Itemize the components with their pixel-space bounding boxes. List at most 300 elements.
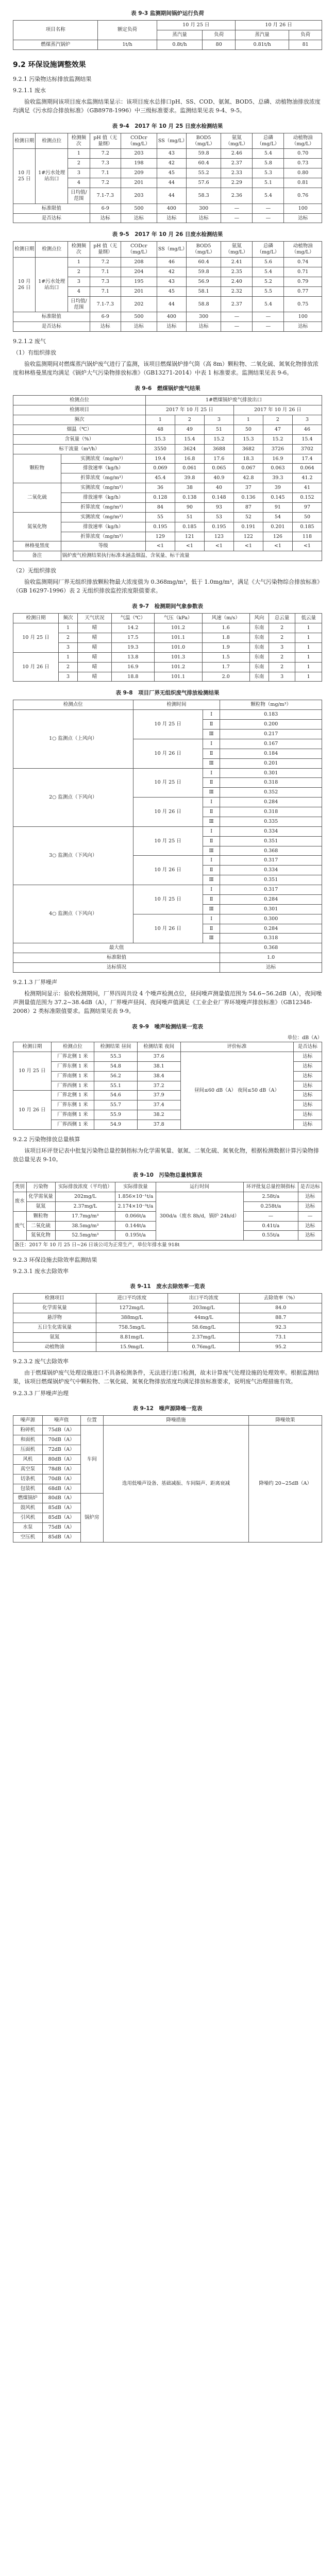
table-cell: 203	[121, 188, 157, 204]
table-cell: 东南	[249, 642, 269, 652]
table-header: 检测日期	[13, 242, 36, 258]
table-cell: 折算浓度（mg/m³）	[61, 473, 145, 483]
table-cell: 123	[204, 532, 233, 541]
subsection-title: 9.2.3.1 废水去除效率	[13, 1268, 69, 1275]
table-cell: 300	[186, 204, 221, 213]
table-cell: 氨氮	[26, 1201, 55, 1211]
table-header: SS（mg/L）	[157, 133, 186, 149]
table-cell: 7.2	[90, 258, 121, 267]
table-cell: 排放速率（kg/h）	[61, 522, 145, 532]
table-row	[13, 444, 322, 454]
table-cell: 5.4	[253, 149, 284, 159]
table-cell: 昼间≤60 dB（A） 夜间≤50 dB（A）	[180, 1052, 293, 1129]
table-cell: 59.8	[186, 149, 221, 159]
table-cell: 2	[68, 159, 90, 168]
table-header: 出口平均浓度	[168, 1294, 240, 1303]
table-cell: 4	[68, 286, 90, 296]
table-cell: 202mg/L	[55, 1192, 115, 1201]
table-cell: 日均值/范围	[68, 188, 90, 204]
table-header: 颗粒物（mg/m³）	[220, 700, 322, 710]
table-cell: 54.9	[94, 1120, 137, 1130]
table-cell: 10 月 26 日	[13, 652, 59, 682]
table-cell: 50	[292, 512, 322, 522]
table-cell: 检测项目	[13, 405, 146, 415]
table-cell: 厂界东侧 1 米	[51, 1100, 94, 1110]
table-cell: 1	[295, 623, 322, 633]
table-cell: 0.201	[263, 522, 292, 532]
table-cell: 42	[157, 159, 186, 168]
table-cell: 3	[59, 642, 78, 652]
table-cell: 10 月 25 日	[133, 826, 203, 856]
table-cell: 44	[157, 188, 186, 204]
table-cell: 44	[157, 178, 186, 188]
paragraph: 检测期间显示：验收检测期间，厂界四周共设 4 个噪声检测点位，昼间噪声测量值范围为 54.6~56.2dB（A），夜间噪声测量值范围为 37.2~38.4dB（A），厂界噪声昼间、夜间噪声值满足《工业企业厂界环境噪声排放标准》（GB12348-2008）2 类标准限值要求。监测结果见表 9-9。	[13, 990, 322, 1014]
table-cell: Ⅲ	[203, 788, 220, 798]
table-cell: 厂界南侧 1 米	[51, 1110, 94, 1120]
table-cell: 52.5mg/m³	[55, 1231, 115, 1241]
table-cell: 含氧量（%）	[13, 434, 146, 444]
table-cell: 54	[263, 512, 292, 522]
table-cell: 6-9	[90, 204, 121, 213]
table-cell: —	[253, 312, 284, 322]
table-cell: 43	[157, 277, 186, 286]
table-cell: 100	[284, 312, 322, 322]
table-cell: 44mg/L	[168, 1313, 240, 1323]
table-caption: 表 9-6 燃煤锅炉废气结果	[135, 385, 200, 392]
table-row	[13, 652, 322, 662]
table-cell: 17.5	[112, 633, 155, 643]
table-row	[13, 768, 322, 778]
table-cell: 选用低噪声设备、基础减振、车间隔声、距离衰减	[103, 1426, 248, 1543]
table-cell: 400	[157, 204, 186, 213]
table-cell: 0.317	[220, 885, 322, 895]
table-cell: 45.4	[145, 473, 175, 483]
table-cell: 折算浓度（mg/m³）	[61, 502, 145, 512]
table-cell: 95.2	[240, 1342, 322, 1352]
table-header: 检测频次	[68, 242, 90, 258]
noise-source-table	[13, 1415, 322, 1542]
table-cell: 59.8	[186, 267, 221, 277]
table-header: 评价标准	[180, 1042, 293, 1052]
table-cell: 10 月 25 日	[13, 149, 36, 204]
table-cell: 19.4	[145, 454, 175, 464]
table-cell: 东南	[249, 623, 269, 633]
table-cell: 风机	[13, 1454, 43, 1464]
table-row	[13, 396, 322, 405]
table-cell: 化学需氧量	[26, 1192, 55, 1201]
table-cell: Ⅱ	[203, 749, 220, 758]
table-row	[13, 1313, 322, 1323]
table-cell: 45	[157, 286, 186, 296]
table-cell: 7.1	[90, 168, 121, 178]
table-cell: 0.185	[292, 522, 322, 532]
table-caption: 表 9-8 项目厂界无组织废气排放检测结果	[115, 690, 220, 697]
subsection-title: 9.2.1 污染物达标排放监测结果	[13, 75, 92, 82]
table-cell: 500	[121, 204, 157, 213]
table-cell: 37.6	[137, 1052, 180, 1061]
table-cell: 36	[145, 483, 175, 493]
table-row	[13, 826, 322, 836]
table-cell: Ⅲ	[203, 846, 220, 856]
table-cell: 0.71	[284, 267, 322, 277]
table-cell: 0.351	[220, 875, 322, 885]
table-cell: 78dB（A）	[42, 1464, 80, 1474]
table-cell: Ⅲ	[203, 817, 220, 826]
table-cell: 101.0	[154, 642, 202, 652]
table-cell: 16.9	[263, 454, 292, 464]
table-cell: 0.284	[220, 798, 322, 807]
table-cell: 129	[145, 532, 175, 541]
fugitive-dust-table	[13, 700, 322, 973]
table-cell: 101.3	[154, 652, 202, 662]
table-cell: 晴	[77, 642, 111, 652]
table-cell: 2	[175, 415, 204, 425]
table-cell: 73.1	[240, 1332, 322, 1342]
table-cell: 51	[204, 425, 233, 434]
table-header: 位置	[80, 1416, 103, 1426]
table-cell: 42	[157, 267, 186, 277]
table-cell: 195	[121, 277, 157, 286]
table-cell: 厂界东侧 1 米	[51, 1061, 94, 1071]
table-cell: 最大值	[13, 943, 220, 953]
table-cell: 1.6	[202, 623, 249, 633]
table-cell: 标准限值	[13, 953, 220, 963]
table-cell: 燃煤蒸汽锅炉	[13, 40, 98, 49]
table-cell: 五日生化需氧量	[13, 1323, 96, 1332]
table-header: 负荷	[289, 30, 322, 40]
table-cell: 55	[145, 512, 175, 522]
table-cell: 3682	[233, 444, 263, 454]
table-cell: 55.2	[186, 168, 221, 178]
table-cell: 0.061	[175, 464, 204, 473]
table-cell: 58.1	[186, 286, 221, 296]
table-row	[13, 454, 322, 464]
subsection-title: （2）无组织排放	[13, 567, 56, 574]
table-cell: 3702	[292, 444, 322, 454]
table-cell: 氮氧化物	[26, 1231, 55, 1241]
table-cell: 3726	[263, 444, 292, 454]
table-header: 降噪措施	[103, 1416, 248, 1426]
table-row	[13, 1332, 322, 1342]
table-header: 蒸汽量	[236, 30, 289, 40]
table-cell: 43	[157, 149, 186, 159]
table-header: 检测日期	[13, 133, 36, 149]
table-cell: 氨氮	[13, 1332, 96, 1342]
table-cell: 37.9	[137, 1091, 180, 1100]
table-header: 氨氮（mg/L）	[221, 242, 253, 258]
table-header: BOD5（mg/L）	[186, 133, 221, 149]
table-row	[13, 322, 322, 332]
table-cell: 0.195	[204, 522, 233, 532]
table-caption: 表 9-11 废水去除效率一览表	[130, 1283, 205, 1290]
table-cell: 1.8	[202, 633, 249, 643]
subsection-title: 9.2.1.3 厂界噪声	[13, 978, 57, 986]
table-row	[13, 943, 322, 953]
table-cell: 检测点位	[13, 396, 146, 405]
table-cell: 198	[121, 159, 157, 168]
paragraph: 该项目环评登记表中批复污染物总量控制指标为化学需氧量、氨氮、二氧化硫、氮氧化物，根据检测数据计算污染物排放总量见表 9-10。	[13, 1147, 319, 1163]
table-cell: 标干流量（m³/h）	[13, 444, 146, 454]
noise-table	[13, 1042, 322, 1130]
table-cell: 晴	[77, 662, 111, 672]
table-header: 氨氮（mg/L）	[221, 133, 253, 149]
table-cell: 是否达标	[13, 322, 90, 332]
table-cell: 达标	[298, 1201, 322, 1211]
table-header: 频次	[59, 614, 78, 623]
table-cell: 0.73	[284, 159, 322, 168]
table-cell: 52	[233, 512, 263, 522]
table-row	[13, 710, 322, 720]
table-cell: 38.2	[137, 1110, 180, 1120]
table-header: 进口平均浓度	[96, 1294, 167, 1303]
table-row	[13, 415, 322, 425]
table-cell: 2017 年 10 月 25 日	[145, 405, 233, 415]
table-cell: 88.7	[240, 1313, 322, 1323]
table-row	[13, 204, 322, 213]
table-cell: 厂界西侧 1 米	[51, 1081, 94, 1091]
table-cell: 54.8	[94, 1061, 137, 1071]
table-cell: 204	[121, 267, 157, 277]
table-header: 污染物	[26, 1182, 55, 1192]
table-cell: 水泵	[13, 1523, 43, 1533]
table-cell: Ⅲ	[203, 758, 220, 768]
table-header: 检测日期	[13, 614, 59, 623]
table-cell: 500	[121, 312, 157, 322]
table-row	[13, 1192, 322, 1201]
table-cell: 2	[269, 623, 295, 633]
table-cell: 14.2	[112, 623, 155, 633]
table-cell: 达标	[293, 1100, 322, 1110]
table-cell: 0.41t/a	[243, 1221, 298, 1231]
table-cell: 2.174×10⁻³t/a	[115, 1201, 156, 1211]
table-cell: 1	[233, 415, 263, 425]
table-cell: 5.6	[253, 258, 284, 267]
table-cell: 10 月 25 日	[133, 885, 203, 914]
table-cell: 38.1	[137, 1061, 180, 1071]
table-cell: 1	[295, 633, 322, 643]
table-cell: 达标	[121, 322, 157, 332]
table-cell: 15.2	[204, 434, 233, 444]
table-cell: 10 月 26 日	[13, 258, 36, 312]
table-cell: 3	[68, 168, 90, 178]
table-cell: 55.7	[94, 1100, 137, 1110]
table-cell: 0.318	[220, 807, 322, 817]
table-cell: 209	[121, 168, 157, 178]
table-cell: 2.58t/a	[243, 1192, 298, 1201]
table-cell: 39.3	[263, 473, 292, 483]
table-cell: 0.069	[145, 464, 175, 473]
table-row	[13, 312, 322, 322]
table-header: 风向	[249, 614, 269, 623]
table-cell: 压面机	[13, 1445, 43, 1455]
table-cell: 53	[204, 512, 233, 522]
table-cell: 60.4	[186, 159, 221, 168]
table-cell: 60.4	[186, 258, 221, 267]
table-cell: Ⅲ	[203, 875, 220, 885]
table-cell: 72dB（A）	[42, 1445, 80, 1455]
table-cell: 0.55t/a	[243, 1231, 298, 1241]
table-cell: 42.8	[233, 473, 263, 483]
table-cell: 1#污水处理站出口	[36, 258, 68, 312]
table-row	[13, 512, 322, 522]
table-cell: 标准限值	[13, 312, 90, 322]
table-header: 10 月 26 日	[236, 21, 322, 30]
table-cell: —	[253, 322, 284, 332]
table-cell: 7.1	[90, 267, 121, 277]
table-row	[13, 963, 322, 973]
table-cell: 实测浓度（mg/m³）	[61, 454, 145, 464]
table-header: 动植物油（mg/L）	[284, 133, 322, 149]
table-cell: 达标	[284, 322, 322, 332]
table-cell: Ⅱ	[203, 807, 220, 817]
table-cell: 2.37mg/L	[168, 1332, 240, 1342]
table-cell: 达标	[293, 1081, 322, 1091]
table-cell: 3	[269, 642, 295, 652]
table-cell: 56.2	[94, 1071, 137, 1081]
table-cell: 1t/h	[98, 40, 157, 49]
table-cell: 85dB（A）	[42, 1513, 80, 1523]
table-cell: Ⅰ	[203, 914, 220, 924]
table-cell: 10 月 26 日	[133, 914, 203, 943]
table-cell: 2017 年 10 月 26 日	[233, 405, 322, 415]
table-cell: 备注	[13, 551, 61, 561]
table-cell: 达标	[293, 1120, 322, 1130]
table-cell: 晴	[77, 623, 111, 633]
table-cell: 201	[121, 178, 157, 188]
table-cell: 厂界北侧 1 米	[51, 1091, 94, 1100]
table-cell: 101.2	[154, 662, 202, 672]
table-caption: 表 9-9 噪声检测结果一览表	[131, 1024, 204, 1030]
table-cell: 80	[203, 40, 236, 49]
table-cell: 2.0	[202, 672, 249, 682]
table-header: 检测日期	[13, 1042, 52, 1052]
table-header: 检测频次	[68, 133, 90, 149]
table-cell: 3	[59, 672, 78, 682]
table-cell: Ⅰ	[203, 739, 220, 749]
table-header: 额定负荷	[98, 21, 157, 40]
subsection-title: 9.2.3.3 厂界噪声治理	[13, 1390, 69, 1397]
table-cell: 10 月 25 日	[133, 710, 203, 739]
table-cell: 15.4	[292, 434, 322, 444]
table-cell: 0.334	[220, 826, 322, 836]
table-cell: 达标	[90, 322, 121, 332]
table-row	[13, 405, 322, 415]
table-cell: 0.317	[220, 856, 322, 866]
table-cell: 5.4	[253, 267, 284, 277]
table-cell: 58.6mg/L	[168, 1323, 240, 1332]
table-header: 降噪效果	[249, 1416, 322, 1426]
table-cell: Ⅰ	[203, 710, 220, 720]
table-cell: 2	[269, 652, 295, 662]
table-cell: 东南	[249, 662, 269, 672]
table-cell: 300d/a（废水 8h/d，锅炉 24h/d）	[156, 1192, 243, 1240]
table-cell: 55.3	[94, 1052, 137, 1061]
table-row	[13, 662, 322, 672]
subsection-title: 9.2.3.2 废气去除效率	[13, 1358, 69, 1365]
table-cell: 频次	[13, 415, 146, 425]
table-cell: 37.4	[137, 1100, 180, 1110]
table-cell: 达标	[293, 1110, 322, 1120]
table-cell: <1	[204, 541, 233, 551]
table-caption: 表 9-4 2017 年 10 月 25 日废水检测结果	[112, 123, 223, 129]
table-cell: 5.8	[253, 159, 284, 168]
table-cell: 废水	[13, 1192, 27, 1211]
table-cell: 400	[157, 312, 186, 322]
table-cell: 0.185	[175, 522, 204, 532]
table-cell: <1	[233, 541, 263, 551]
table-cell: 208	[121, 258, 157, 267]
table-cell: 粉碎机	[13, 1426, 43, 1435]
table-cell: 70dB（A）	[42, 1474, 80, 1484]
table-header: 总云量	[269, 614, 295, 623]
table-cell: 1	[295, 672, 322, 682]
table-cell: 达标	[220, 963, 322, 973]
table-cell: 85dB（A）	[42, 1503, 80, 1513]
table-cell: 达标	[298, 1192, 322, 1201]
table-cell: 3○ 监测点（下风向）	[13, 826, 133, 885]
table-cell: 6-9	[90, 312, 121, 322]
table-cell: 1	[59, 652, 78, 662]
table-header: 检测时间	[133, 700, 220, 710]
table-cell: 2	[68, 267, 90, 277]
table-cell: 1#污水处理站出口	[36, 149, 68, 204]
table-cell: 2.37mg/L	[55, 1201, 115, 1211]
table-cell: 55.1	[94, 1081, 137, 1091]
table-cell: 70dB（A）	[42, 1435, 80, 1445]
table-cell: 7.1	[90, 286, 121, 296]
table-cell: 50	[233, 425, 263, 434]
table-cell: 7.3	[90, 159, 121, 168]
table-cell: 7.2	[90, 149, 121, 159]
table-cell: 48	[145, 425, 175, 434]
table-header: 噪声值	[42, 1416, 80, 1426]
table-header: 负荷	[203, 30, 236, 40]
table-cell: 91	[263, 502, 292, 512]
boiler-load-table	[13, 20, 322, 50]
table-cell: 达标	[121, 213, 157, 223]
table-cell: 126	[263, 532, 292, 541]
table-cell: Ⅲ	[203, 730, 220, 739]
table-cell: 2.37	[221, 296, 253, 312]
table-cell: 0.217	[220, 730, 322, 739]
table-cell: 0.144t/a	[115, 1221, 156, 1231]
table-cell: 39.8	[175, 473, 204, 483]
table-header: 检测结果 昼间	[94, 1042, 137, 1052]
table-header: 气压（kPa）	[154, 614, 202, 623]
table-cell: Ⅱ	[203, 720, 220, 730]
table-cell: 2.46	[221, 149, 253, 159]
paragraph: 验收监测期间对燃煤蒸汽锅炉废气进行了监测，该项目燃煤锅炉排气筒（高 8m）颗粒物、二氧化硫、氮氧化物排放浓度和林格曼黑度均满足《锅炉大气污染物排放标准》（GB13271-2014）中表 1 标准要求。监测结果见表 9-6。	[13, 361, 319, 377]
table-cell: 54.6	[94, 1091, 137, 1100]
wastewater-table-1025	[13, 133, 322, 224]
table-cell: 2.29	[221, 178, 253, 188]
table-cell: 5.4	[253, 188, 284, 204]
table-row	[13, 551, 322, 561]
table-cell: Ⅰ	[203, 826, 220, 836]
table-cell: 0.368	[220, 846, 322, 856]
table-cell: 悬浮物	[13, 1313, 96, 1323]
table-cell: 55.9	[94, 1110, 137, 1120]
table-cell: —	[221, 213, 253, 223]
table-cell: 44	[157, 296, 186, 312]
table-row	[13, 1303, 322, 1313]
table-header: 环评批复总量控制指标	[243, 1182, 298, 1192]
table-cell: 1272mg/L	[96, 1303, 167, 1313]
table-header: 实际排放量	[115, 1182, 156, 1192]
table-header: 动植物油（mg/L）	[284, 242, 322, 258]
table-header: 总磷（mg/L）	[253, 242, 284, 258]
table-cell: 75dB（A）	[42, 1426, 80, 1435]
